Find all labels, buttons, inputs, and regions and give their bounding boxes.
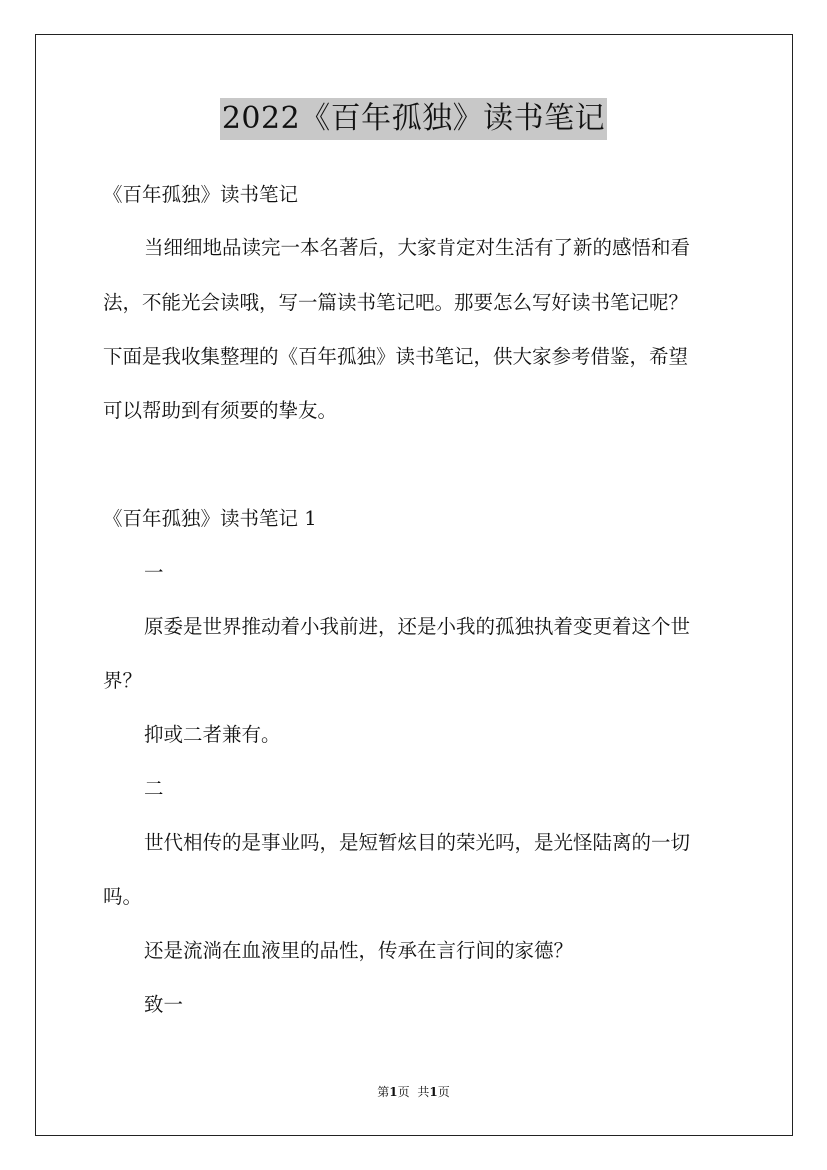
- body-line: 还是流淌在血液里的品性，传承在言行间的家德？: [144, 939, 574, 962]
- page-prefix: 第: [377, 1085, 390, 1099]
- page-suffix: 页: [397, 1085, 410, 1099]
- total-number: 1: [429, 1085, 438, 1099]
- body-line: 二: [144, 777, 164, 800]
- body-line: 一: [144, 561, 164, 584]
- intro-paragraph-line: 下面是我收集整理的《百年孤独》读书笔记，供大家参考借鉴，希望: [103, 345, 689, 368]
- body-line: 世代相传的是事业吗，是短暂炫目的荣光吗，是光怪陆离的一切: [144, 831, 691, 854]
- intro-paragraph-line: 当细细地品读完一本名著后，大家肯定对生活有了新的感悟和看: [144, 236, 691, 259]
- document-title: 2022《百年孤独》读书笔记: [220, 98, 607, 140]
- page-number: 1: [389, 1085, 398, 1099]
- section-heading: 《百年孤独》读书笔记 1: [103, 507, 317, 530]
- body-line: 致一: [144, 993, 184, 1016]
- intro-paragraph-line: 可以帮助到有须要的挚友。: [103, 399, 338, 422]
- body-line: 原委是世界推动着小我前进，还是小我的孤独执着变更着这个世: [144, 615, 691, 638]
- intro-heading: 《百年孤独》读书笔记: [103, 183, 299, 206]
- body-line: 吗。: [103, 885, 143, 908]
- body-line: 界？: [103, 669, 143, 692]
- title-container: [0, 98, 827, 140]
- page-footer: [0, 1084, 827, 1100]
- total-prefix: 共: [417, 1085, 430, 1099]
- intro-paragraph-line: 法，不能光会读哦，写一篇读书笔记吧。那要怎么写好读书笔记呢？: [103, 291, 689, 314]
- total-suffix: 页: [437, 1085, 450, 1099]
- body-line: 抑或二者兼有。: [144, 723, 281, 746]
